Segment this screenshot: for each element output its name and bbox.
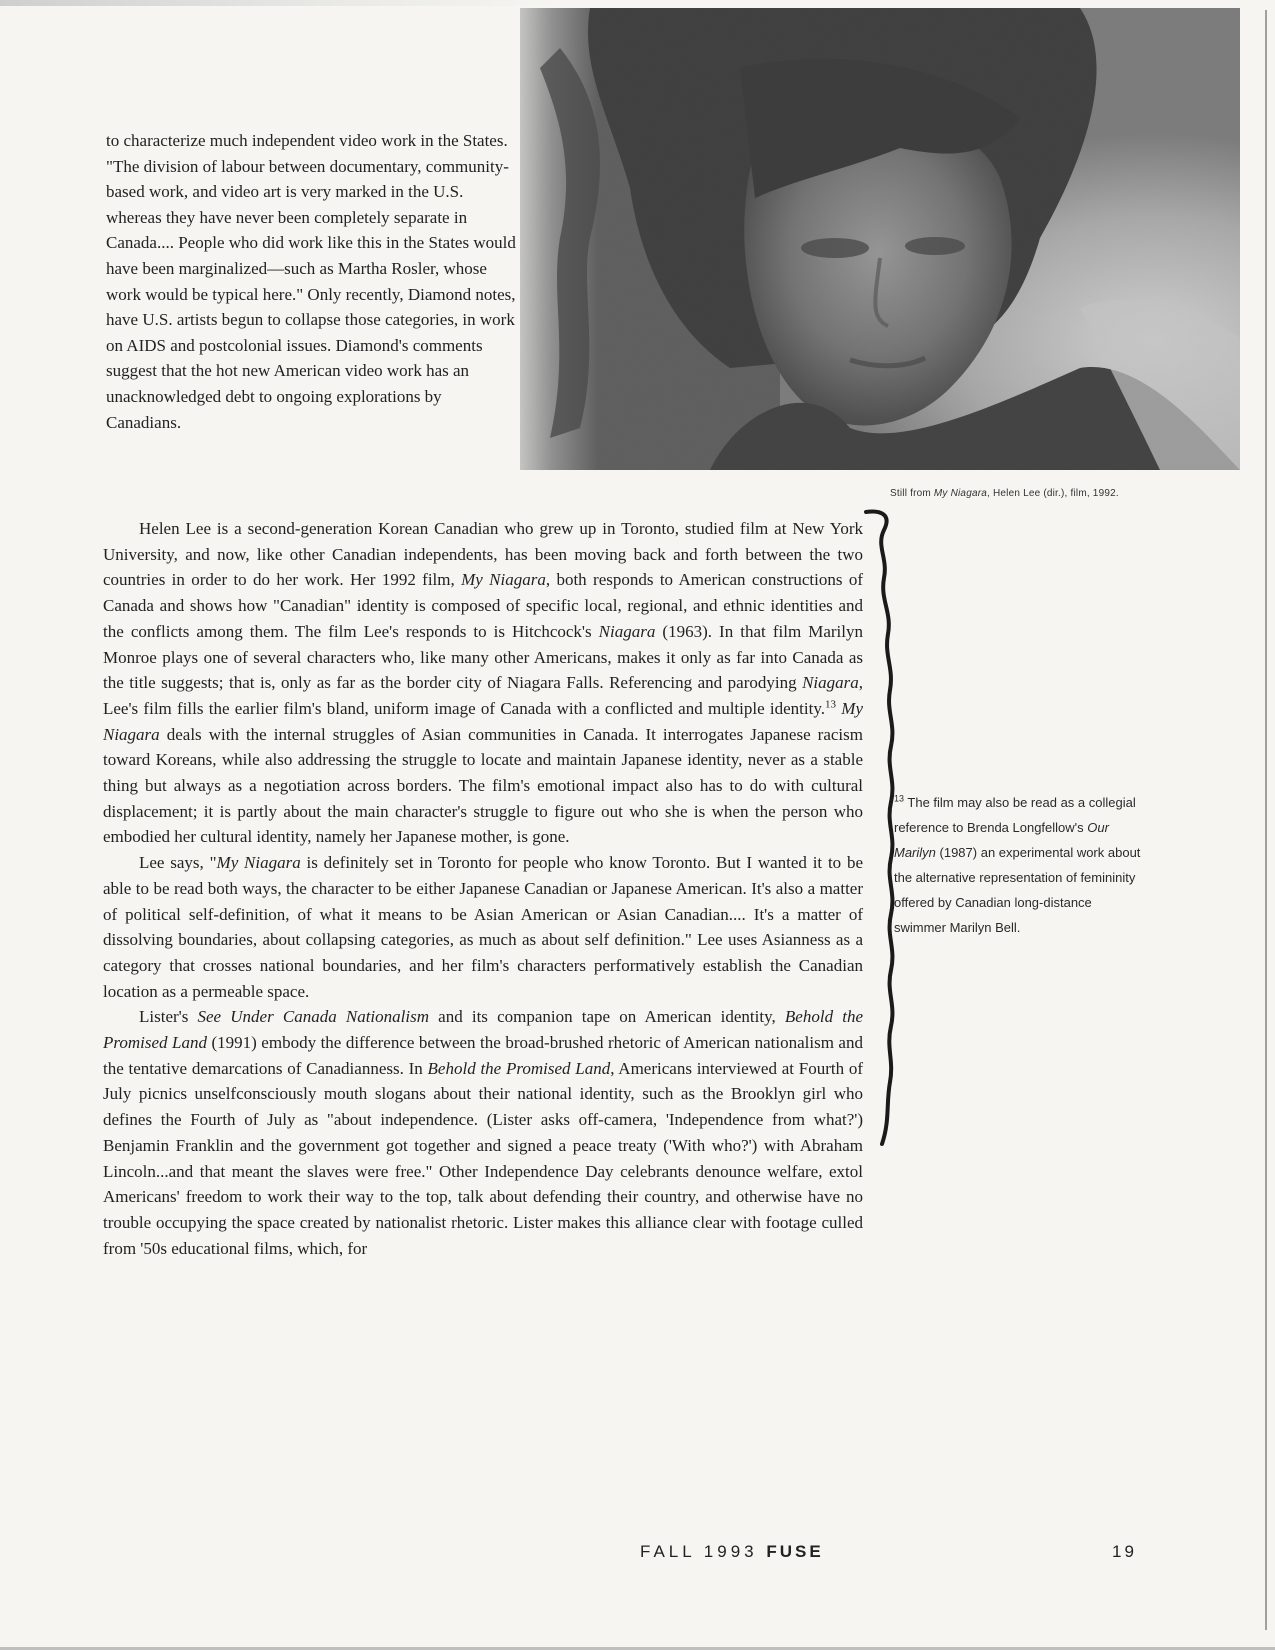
page-number: 19 xyxy=(1112,1542,1137,1561)
paragraph-lister xyxy=(103,1004,863,1261)
paragraph-helen-lee xyxy=(103,516,863,850)
text-run: , Lee's film fills the earlier film's bland, uniform image of Canada with a conflicted and multiple identity. xyxy=(103,673,863,718)
footnote-13 xyxy=(894,790,1144,940)
scan-edge-right xyxy=(1265,10,1267,1630)
text-run: Helen Lee is a second-generation Korean Canadian who grew up in Toronto, studied film at New York University, and now, like other Canadian independents, has been moving back and forth between the two countries in order to do her work. Her 1992 film, xyxy=(103,519,863,590)
text-run: and its companion tape on American identity, xyxy=(428,1007,785,1027)
film-title: My Niagara xyxy=(461,570,546,590)
text-run: , Americans interviewed at Fourth of July picnics unselfconsciously mouth slogans about their national identity, such as the Brooklyn girl who defines the Fourth of July as "about independence. (Lister asks off-camera, 'Independence from what?') Benjamin Franklin and the government got together and signed a peace treaty ('With who?') with Abraham Lincoln...and that meant the slaves were free." Other Independence Day celebrants denounce welfare, extol Americans' freedom to work their way to the top, talk about defending their country, and otherwise have no trouble occupying the space created by nationalist rhetoric. Lister makes this alliance clear with footage culled from '50s educational films, which, for xyxy=(103,1058,863,1258)
text-run: is definitely set in Toronto for people who know Toronto. But I wanted it to be able to be read both ways, the character to be either Japanese Canadian or Japanese American. It's also a matter of political self-definition, of what it means to be Asian American or Asian Canadian.... It's a matter of dissolving boundaries, about collapsing categories, as much as about self definition." Lee uses Asianness as a category that crosses national boundaries, and her film's characters performatively establish the Canadian location as a permeable space. xyxy=(103,853,863,1001)
text-run: (1963). In that film Marilyn Monroe plays one of several characters who, like many other Americans, makes it only as far into Canada as the title suggests; that is, only as far as the border city of Niagara Falls. Referencing and parodying xyxy=(103,621,864,693)
film-title: Niagara xyxy=(802,673,859,693)
video-title: Behold the Promised Land xyxy=(427,1058,611,1078)
film-still-image xyxy=(520,8,1240,470)
magazine-name: FUSE xyxy=(766,1542,824,1561)
text-run: , both responds to American constructions of Canada and shows how "Canadian" identity is composed of specific local, regional, and ethnic identities and the conflicts among them. The film Lee's responds to is Hitchcock's xyxy=(103,570,864,641)
footnote-number: 13 xyxy=(894,793,905,804)
paragraph-lee-quote xyxy=(103,850,863,1004)
caption-prefix: Still from xyxy=(890,488,934,499)
footnote-text: (1987) an experimental work about the alternative representation of femininity offered by Canadian long-distance swimmer Marilyn Bell. xyxy=(894,845,1141,935)
footnote-reference[interactable]: 13 xyxy=(825,698,836,711)
film-title: Niagara xyxy=(598,621,656,641)
scan-edge-top xyxy=(0,0,560,6)
text-run: Lister's xyxy=(139,1007,198,1027)
footnote-film-title: Our Marilyn xyxy=(894,820,1109,860)
text-run: (1991) embody the difference between the broad-brushed rhetoric of American nationalism and the tentative demarcations of Canadianness. In xyxy=(103,1033,863,1078)
footnote-text: The film may also be read as a collegial reference to Brenda Longfellow's xyxy=(894,795,1136,835)
caption-film-title: My Niagara xyxy=(933,488,988,499)
text-column-main xyxy=(103,516,863,1261)
photo-caption xyxy=(890,488,1230,499)
text-column-top xyxy=(106,128,518,435)
film-still-photo xyxy=(520,8,1240,470)
paragraph-continued: to characterize much independent video work in the States. "The division of labour between documentary, community-based work, and video art is very marked in the U.S. whereas they have never been completely separate in Canada.... People who did work like this in the States would have been marginalized—such as Martha Rosler, whose work would be typical here." Only recently, Diamond notes, have U.S. artists begun to collapse those categories, in work on AIDS and postcolonial issues. Diamond's comments suggest that the hot new American video work has an unacknowledged debt to ongoing explorations by Canadians. xyxy=(106,131,516,432)
film-title: My Niagara xyxy=(103,698,863,744)
video-title: Behold the Promised Land xyxy=(103,1007,864,1053)
running-footer xyxy=(640,1542,824,1562)
film-title: My Niagara xyxy=(216,853,301,873)
caption-suffix: , Helen Lee (dir.), film, 1992. xyxy=(987,488,1119,499)
text-run: Lee says, " xyxy=(139,853,217,873)
video-title: See Under Canada Nationalism xyxy=(197,1007,429,1027)
text-run: deals with the internal struggles of Asian communities in Canada. It interrogates Japanese racism toward Koreans, while also addressing the struggle to locate and maintain Japanese identity, never as a stable thing but always as a negotiation across borders. The film's emotional impact also has to do with cultural displacement; it is partly about the main character's struggle to figure out who she is when the person who embodied her cultural identity, namely her Japanese mother, is gone. xyxy=(103,724,863,847)
issue-date: FALL 1993 xyxy=(640,1542,758,1561)
